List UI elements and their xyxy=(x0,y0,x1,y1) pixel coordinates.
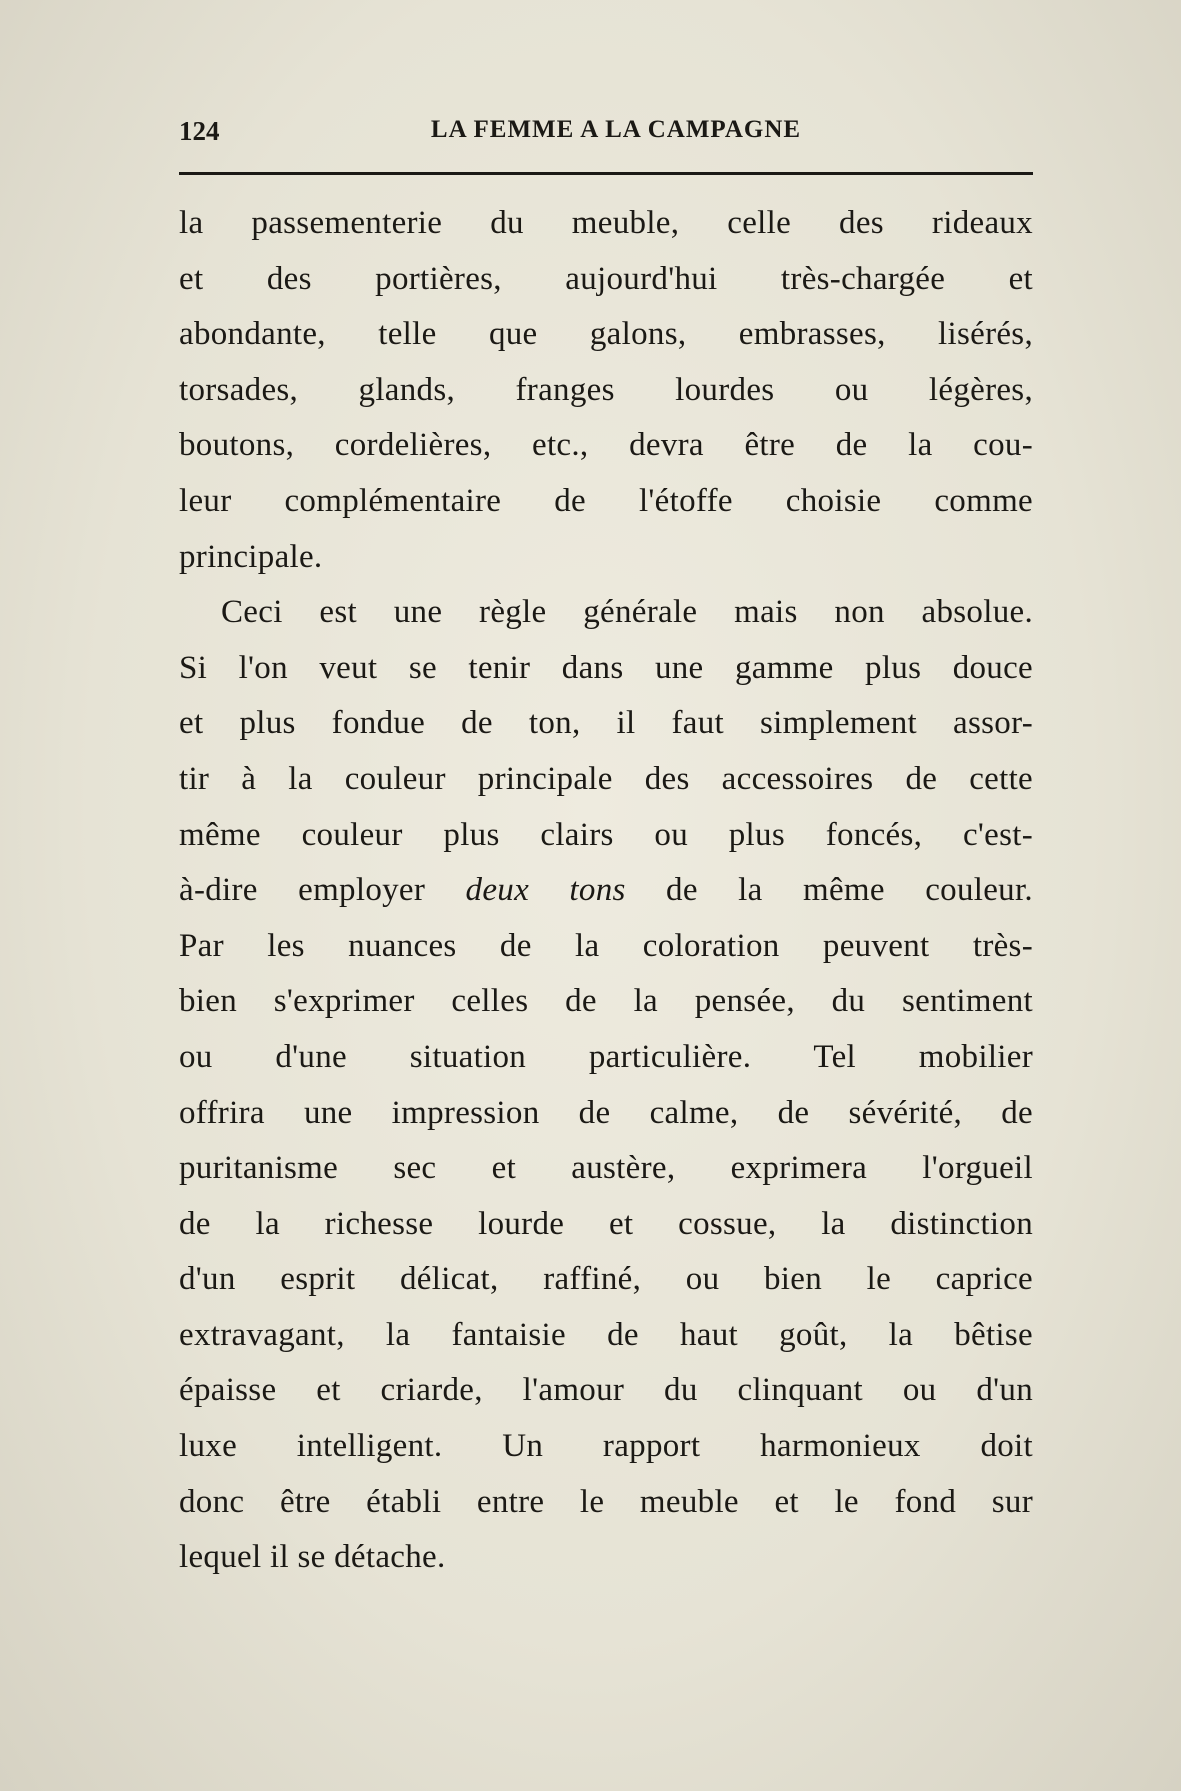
text-line: offrira une impression de calme, de sévérité, de xyxy=(179,1094,1033,1131)
text-line: même couleur plus clairs ou plus foncés, c'est- xyxy=(179,816,1033,853)
text-line: boutons, cordelières, etc., devra être de la cou- xyxy=(179,427,1033,464)
text-line: et des portières, aujourd'hui très-chargée et xyxy=(179,260,1033,297)
text-line: Par les nuances de la coloration peuvent très- xyxy=(179,927,1033,964)
text-line: leur complémentaire de l'étoffe choisie comme xyxy=(179,482,1033,519)
text-line: ou d'une situation particulière. Tel mobilier xyxy=(179,1038,1033,1075)
text-line xyxy=(179,863,1033,919)
text-line: Ceci est une règle générale mais non absolue. xyxy=(221,594,1033,631)
text-line: abondante, telle que galons, embrasses, lisérés, xyxy=(179,316,1033,353)
text-line: extravagant, la fantaisie de haut goût, la bêtise xyxy=(179,1316,1033,1353)
text-line: tir à la couleur principale des accessoires de cette xyxy=(179,760,1033,797)
italic-text: deux tons xyxy=(465,872,626,909)
running-title: LA FEMME A LA CAMPAGNE xyxy=(430,116,802,143)
text-line: et plus fondue de ton, il faut simplement assor- xyxy=(179,705,1033,742)
text-line: puritanisme sec et austère, exprimera l'orgueil xyxy=(179,1150,1033,1187)
text-line: torsades, glands, franges lourdes ou légères, xyxy=(179,371,1033,408)
text-line: de la richesse lourde et cossue, la distinction xyxy=(179,1205,1033,1242)
text-line: épaisse et criarde, l'amour du clinquant ou d'un xyxy=(179,1372,1033,1409)
header-rule xyxy=(179,172,1033,175)
text-line: lequel il se détache. xyxy=(179,1539,446,1576)
running-header xyxy=(179,110,1033,150)
text-line: principale. xyxy=(179,538,323,575)
text-line: luxe intelligent. Un rapport harmonieux doit xyxy=(179,1428,1033,1465)
text-line: donc être établi entre le meuble et le fond sur xyxy=(179,1483,1033,1520)
text-line: Si l'on veut se tenir dans une gamme plus douce xyxy=(179,649,1033,686)
text-segment: à-dire employer xyxy=(179,872,466,909)
page-number: 124 xyxy=(179,116,220,146)
text-segment: de la même couleur. xyxy=(625,872,1033,909)
text-line: d'un esprit délicat, raffiné, ou bien le caprice xyxy=(179,1261,1033,1298)
text-line: la passementerie du meuble, celle des rideaux xyxy=(179,205,1033,241)
body-text xyxy=(179,196,1033,1586)
text-line: bien s'exprimer celles de la pensée, du sentiment xyxy=(179,983,1033,1020)
